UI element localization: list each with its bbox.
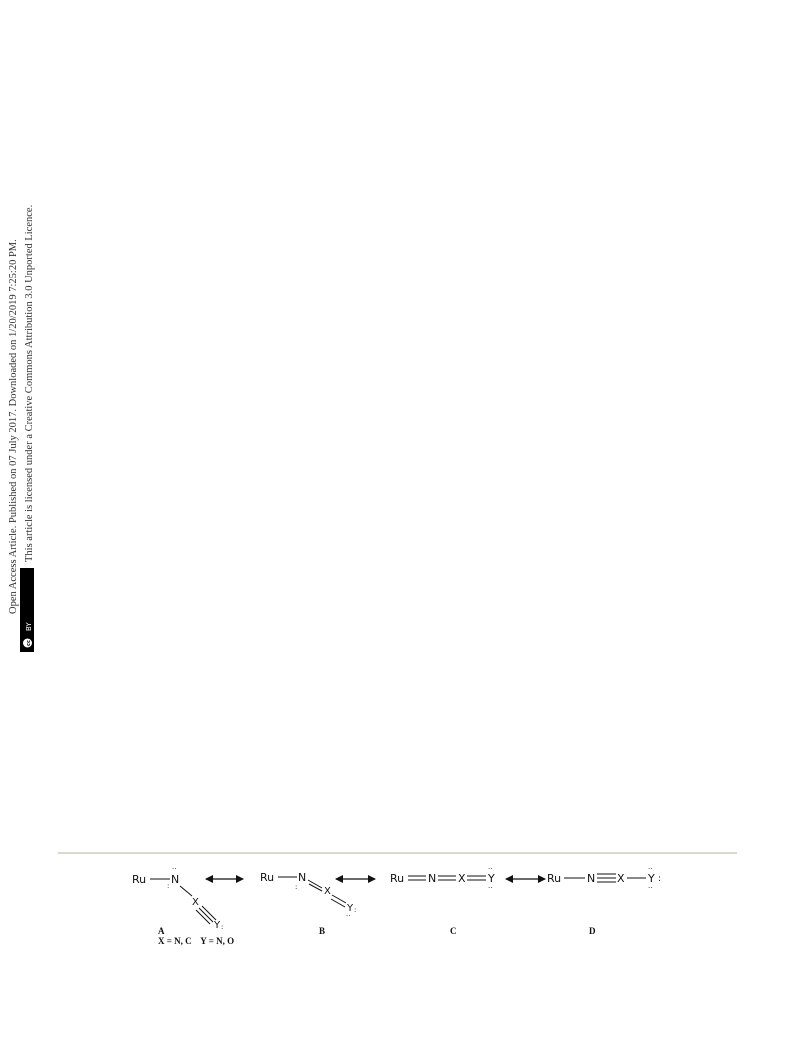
svg-text::: : bbox=[354, 906, 357, 914]
svg-text:Y: Y bbox=[347, 903, 354, 914]
svg-text:X: X bbox=[617, 872, 625, 885]
svg-text:N: N bbox=[298, 871, 307, 884]
atom-ru: Ru bbox=[132, 873, 147, 886]
svg-text::: : bbox=[295, 883, 298, 891]
svg-text:··: ·· bbox=[488, 865, 493, 873]
svg-text:··: ·· bbox=[172, 865, 177, 873]
svg-text:Ru: Ru bbox=[390, 872, 405, 885]
structure-d bbox=[547, 865, 661, 936]
svg-text::: : bbox=[221, 923, 224, 931]
structure-b bbox=[260, 871, 356, 936]
license-notice[interactable]: This article is licensed under a Creative Commons Attribution 3.0 Unported Licence. bbox=[24, 204, 35, 562]
svg-text:X: X bbox=[458, 872, 466, 885]
svg-text:··: ·· bbox=[346, 912, 351, 920]
label-b: B bbox=[319, 926, 326, 936]
section-divider bbox=[58, 852, 737, 854]
resonance-scheme bbox=[120, 858, 680, 958]
svg-text:Y: Y bbox=[488, 872, 495, 885]
substituent-note: X = N, C Y = N, O bbox=[158, 936, 235, 946]
structure-c bbox=[390, 865, 495, 936]
label-c: C bbox=[450, 926, 457, 936]
label-a: A bbox=[158, 926, 165, 936]
svg-text:Ru: Ru bbox=[547, 872, 562, 885]
atom-y: Y bbox=[214, 920, 221, 931]
atom-n: N bbox=[171, 873, 180, 886]
svg-text:cc: cc bbox=[26, 640, 32, 646]
svg-text::: : bbox=[658, 874, 662, 884]
license-sidebar bbox=[0, 0, 60, 1039]
svg-text:··: ·· bbox=[648, 865, 653, 873]
svg-text:Y: Y bbox=[648, 872, 655, 885]
svg-text:··: ·· bbox=[648, 884, 653, 892]
svg-text:Ru: Ru bbox=[260, 871, 275, 884]
atom-x: X bbox=[192, 897, 199, 908]
svg-text:BY: BY bbox=[25, 622, 33, 631]
svg-text:X: X bbox=[324, 886, 331, 897]
svg-text:N: N bbox=[428, 872, 437, 885]
structure-a bbox=[132, 865, 234, 946]
svg-text:N: N bbox=[587, 872, 596, 885]
label-d: D bbox=[589, 926, 596, 936]
svg-text::: : bbox=[167, 882, 170, 890]
publication-notice: Open Access Article. Published on 07 July 2017. Downloaded on 1/20/2019 7:25:20 PM. bbox=[8, 239, 19, 614]
cc-by-license-icon[interactable] bbox=[20, 568, 34, 652]
svg-text:··: ·· bbox=[488, 884, 493, 892]
